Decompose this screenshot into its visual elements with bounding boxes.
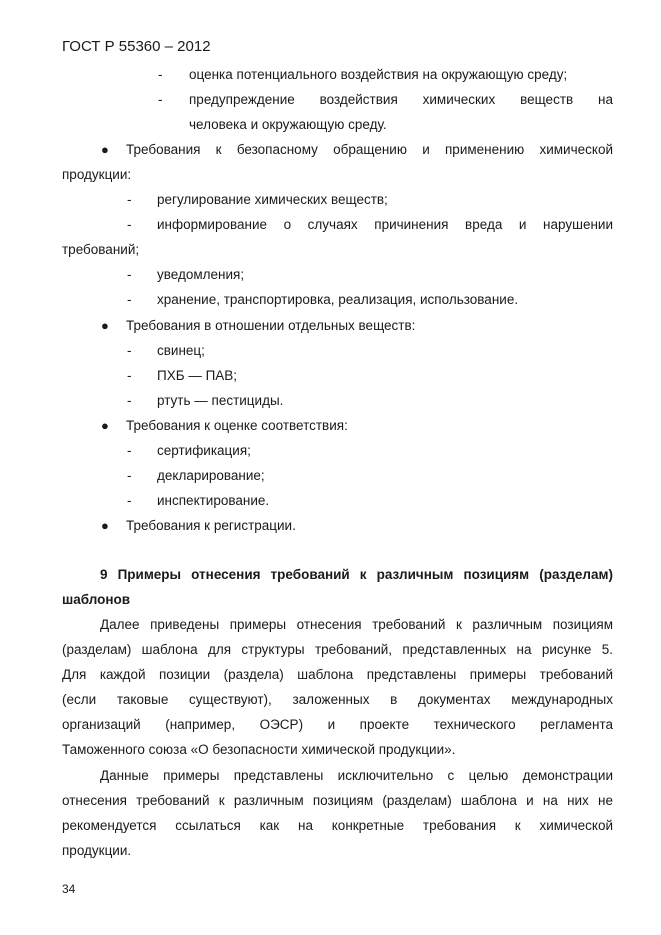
paragraph-line: (разделам) шаблона для структуры требований, представленных на рисунке 5. xyxy=(62,642,613,657)
paragraph-line: Данные примеры представлены исключительно с целью демонстрации xyxy=(100,768,613,783)
document-code-header: ГОСТ Р 55360 – 2012 xyxy=(62,38,211,55)
paragraph-line: отнесения требований к различным позициям (разделам) шаблона и на них не xyxy=(62,793,613,808)
dash-marker: - xyxy=(127,292,132,307)
dash-marker: - xyxy=(158,67,163,82)
paragraph-line: рекомендуется ссылаться как на конкретные требования к химической xyxy=(62,818,613,833)
bullet-item: Требования в отношении отдельных веществ: xyxy=(126,318,416,333)
bullet-marker: ● xyxy=(101,142,109,157)
paragraph-line: Таможенного союза «О безопасности химической продукции». xyxy=(62,742,456,757)
list-item: свинец; xyxy=(157,343,205,358)
bullet-item: Требования к безопасному обращению и применению химической xyxy=(126,142,613,157)
paragraph-line: продукции. xyxy=(62,843,132,858)
list-item-continuation: требований; xyxy=(62,242,140,257)
dash-marker: - xyxy=(127,468,132,483)
dash-marker: - xyxy=(127,343,132,358)
section-heading: 9 Примеры отнесения требований к различным позициям (разделам) xyxy=(100,567,613,582)
list-item: уведомления; xyxy=(157,267,245,282)
bullet-item: Требования к регистрации. xyxy=(126,518,296,533)
bullet-marker: ● xyxy=(101,418,109,433)
paragraph-line: (если таковые существуют), заложенных в документах международных xyxy=(62,692,613,707)
list-item: инспектирование. xyxy=(157,493,270,508)
list-item: регулирование химических веществ; xyxy=(157,192,388,207)
bullet-item-continuation: продукции: xyxy=(62,167,132,182)
list-item: информирование о случаях причинения вреда и нарушении xyxy=(157,217,613,232)
dash-marker: - xyxy=(127,368,132,383)
dash-marker: - xyxy=(127,192,132,207)
list-item: предупреждение воздействия химических веществ на xyxy=(189,92,613,107)
list-item: декларирование; xyxy=(157,468,265,483)
bullet-item: Требования к оценке соответствия: xyxy=(126,418,348,433)
bullet-marker: ● xyxy=(101,518,109,533)
dash-marker: - xyxy=(127,267,132,282)
dash-marker: - xyxy=(127,217,132,232)
list-item-continuation: человека и окружающую среду. xyxy=(189,117,387,132)
list-item: сертификация; xyxy=(157,443,251,458)
dash-marker: - xyxy=(127,443,132,458)
dash-marker: - xyxy=(127,393,132,408)
dash-marker: - xyxy=(158,92,163,107)
paragraph-line: организаций (например, ОЭСР) и проекте технического регламента xyxy=(62,717,613,732)
section-heading-continuation: шаблонов xyxy=(62,592,131,607)
bullet-marker: ● xyxy=(101,318,109,333)
list-item: хранение, транспортировка, реализация, использование. xyxy=(157,292,519,307)
dash-marker: - xyxy=(127,493,132,508)
list-item: ртуть — пестициды. xyxy=(157,393,284,408)
paragraph-line: Далее приведены примеры отнесения требований к различным позициям xyxy=(100,617,613,632)
page-number: 34 xyxy=(62,882,76,896)
list-item: оценка потенциального воздействия на окружающую среду; xyxy=(189,67,568,82)
paragraph-line: Для каждой позиции (раздела) шаблона представлены примеры требований xyxy=(62,667,613,682)
list-item: ПХБ — ПАВ; xyxy=(157,368,238,383)
